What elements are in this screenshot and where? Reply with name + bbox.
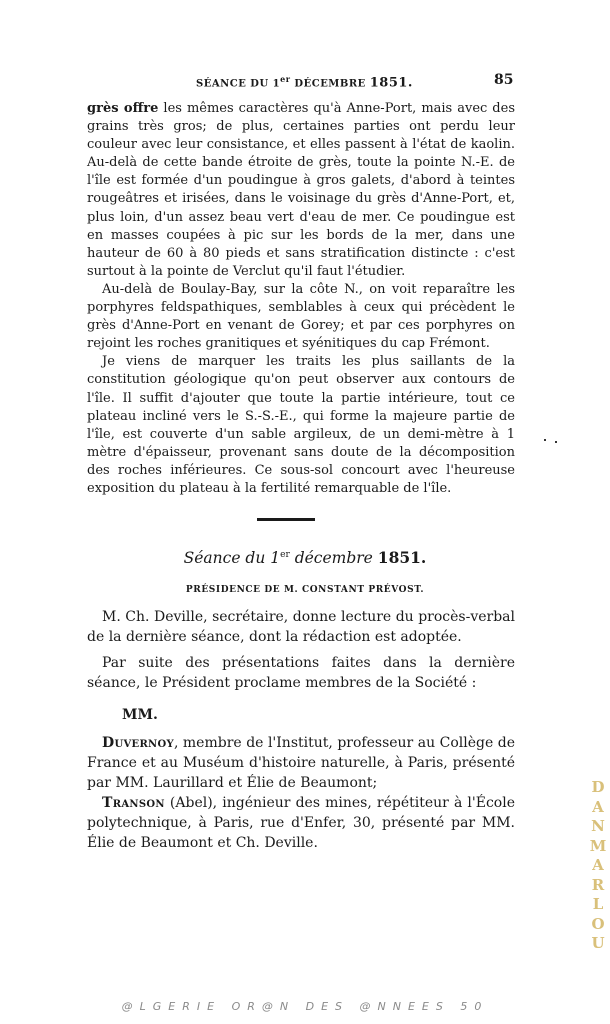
member-name: Transon [102,795,165,811]
page-number: 85 [494,72,514,88]
paragraph-1: grès offre les mêmes caractères qu'à Anne-Port, mais avec des grains très gros; de plus, certaines parties ont perdu leur couleur avec leur consistance, et elles passent à l'état de kaolin. Au-delà de cette bande étroite de grès, toute la pointe N.-E. de l'île est formée d'un poudingue à gros galets, d'abord à teintes rougeâtres et irisées, dans le voisinage du grès d'Anne-Port, et, plus loin, d'un assez beau vert d'eau de mer. Ce poudingue est en masses coupées à pic sur les bords de la mer, dans une hauteur de 60 à 80 pieds et sans stratification distincte : c'est surtout à la pointe de Verclut qu'il faut l'étudier. [87,101,515,279]
section-divider [257,518,315,521]
stamp-letter: R [591,875,605,894]
seance-heading: Séance du 1er décembre 1851. [183,548,427,567]
minutes-paragraph: M. Ch. Deville, secrétaire, donne lecture du procès-verbal de la dernière séance, dont la rédaction est adoptée. [87,609,515,645]
member-transon: Transon (Abel), ingénieur des mines, répétiteur à l'École polytechnique, à Paris, rue d'Enfer, 30, présenté par MM. Élie de Beaumont et Ch. Deville. [87,795,515,851]
stamp-letter: L [592,895,604,913]
stamp-letter: N [591,817,605,835]
member-duvernoy: Duvernoy, membre de l'Institut, professeur au Collège de France et au Muséum d'histoire naturelle, à Paris, présenté par MM. Laurillard et Élie de Beaumont; [87,735,515,791]
library-stamp [586,778,610,988]
stamp-letter: A [592,856,604,874]
mm-heading: MM. [122,707,158,723]
running-head-title: SÉANCE DU 1er DÉCEMBRE 1851. [196,74,413,91]
speck [544,439,546,441]
presidence-line: PRÉSIDENCE DE M. CONSTANT PRÉVOST. [185,585,425,595]
running-header [0,72,610,90]
body-text-top [87,100,515,498]
member-name: Duvernoy [102,735,174,751]
body-text-bottom [87,607,515,853]
paragraph-2: Au-delà de Boulay-Bay, sur la côte N., on voit reparaître les porphyres feldspathiques, semblables à ceux qui précèdent le grès d'Anne-Port en venant de Gorey; et par ces porphyres on rejoint les roches granitiques et syénitiques du cap Frémont. [87,281,515,352]
stamp-letter: M [589,836,607,855]
speck [555,441,557,443]
footer-watermark: @LGERIE OR@N DES @NNEES 50 [121,1000,489,1013]
paragraph-3: Je viens de marquer les traits les plus saillants de la constitution géologique qu'on peut observer aux contours de l'île. Il suffit d'ajouter que toute la partie intérieure, tout ce plateau incliné vers le S.-S.-E., qui forme la majeure partie de l'île, est couverte d'un sable argileux, de un demi-mètre à 1 mètre d'épaisseur, provenant sans doute de la décomposition des roches inférieures. Ce sous-sol concourt avec l'heureuse exposition du plateau à la fertilité remarquable de l'île. [87,354,515,496]
stamp-letter: U [591,934,605,952]
presentations-paragraph: Par suite des présentations faites dans la dernière séance, le Président proclame membres de la Société : [87,655,515,691]
stamp-letter: D [591,778,605,796]
stamp-letter: A [592,797,604,816]
stamp-letter: O [591,914,605,933]
